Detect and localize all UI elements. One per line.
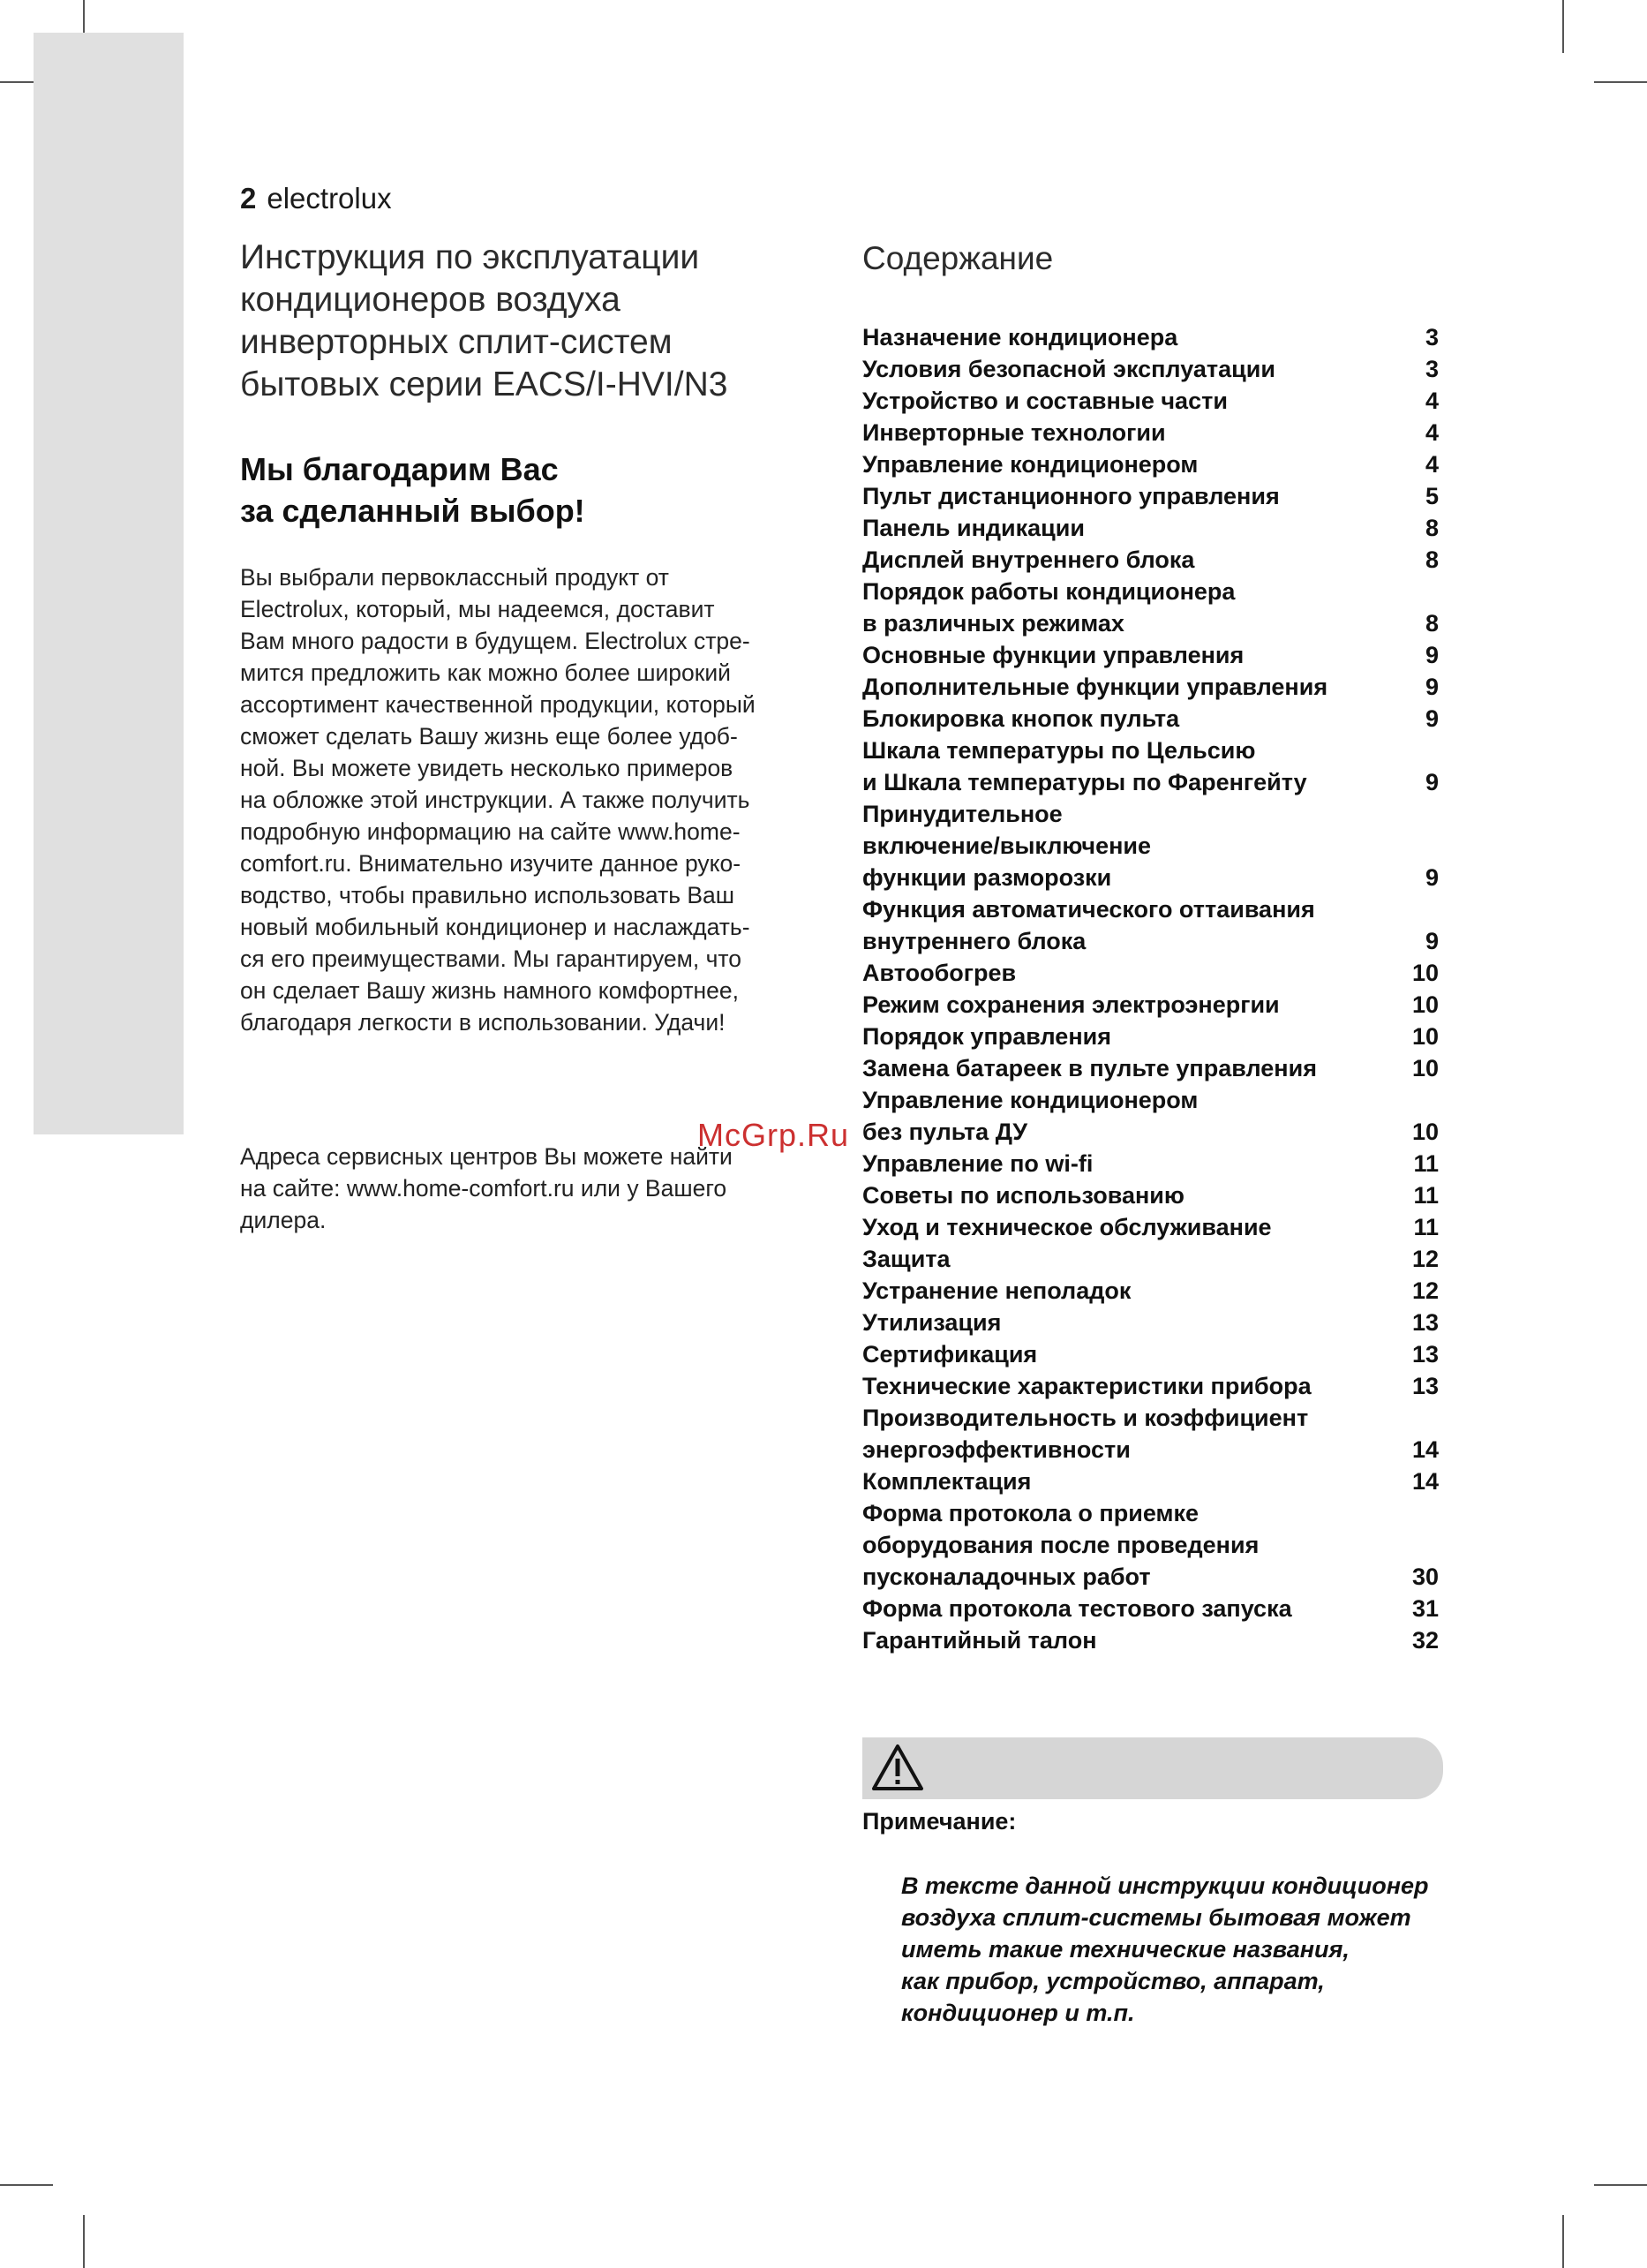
paragraph-line: ся его преимуществами. Мы гарантируем, что [240,946,741,972]
toc-entry-page: 12 [1411,1277,1439,1304]
toc-entry-page: 13 [1411,1341,1439,1368]
toc-entry-line: Дисплей внутреннего блока [862,546,1195,573]
toc-entry[interactable] [862,576,1439,639]
crop-mark [83,2215,85,2268]
toc-entry[interactable] [862,1402,1439,1466]
toc-entry[interactable] [862,1021,1439,1052]
paragraph-line: comfort.ru. Внимательно изучите данное руко- [240,850,741,877]
toc-entry-line: Защита [862,1246,951,1272]
paragraph-line: благодаря легкости в использовании. Удачи! [240,1009,726,1036]
toc-entry-title [862,703,1179,735]
toc-entry-page: 3 [1425,324,1439,350]
toc-entry-title [862,448,1198,480]
toc-entry-line: Форма протокола тестового запуска [862,1595,1292,1622]
page-header [240,182,392,215]
toc-entry[interactable] [862,512,1439,544]
toc-entry-page: 9 [1425,928,1439,954]
title-line: инверторных сплит-систем [240,323,673,361]
toc-entry-line: без пульта ДУ [862,1119,1028,1145]
heading-line: Мы благодарим Вас [240,451,559,487]
toc-entry[interactable] [862,989,1439,1021]
toc-entry-page: 8 [1425,610,1439,637]
toc-entry-title [862,353,1275,385]
toc-entry-line: Инверторные технологии [862,419,1166,446]
toc-entry-title [862,1275,1131,1307]
brand-name: electrolux [267,182,392,215]
toc-entry-page: 13 [1411,1373,1439,1399]
toc-title: Содержание [862,240,1054,276]
toc-entry-title [862,1307,1001,1338]
toc-entry-line: Управление кондиционером [862,1087,1199,1113]
paragraph-line: Адреса сервисных центров Вы можете найти [240,1143,733,1170]
toc-entry-page: 10 [1411,1119,1439,1145]
toc-entry-title [862,671,1327,703]
toc-entry[interactable] [862,480,1439,512]
toc-entry-line: Условия безопасной эксплуатации [862,356,1275,382]
toc-entry-title [862,1179,1184,1211]
toc-entry-line: Управление кондиционером [862,451,1199,478]
paragraph-line: ной. Вы можете увидеть несколько примеров [240,755,733,781]
document-title [240,237,823,406]
toc-entry-page: 4 [1425,419,1439,446]
toc-entry-line: Уход и техническое обслуживание [862,1214,1272,1240]
toc-entry-page: 11 [1413,1150,1439,1177]
toc-entry[interactable] [862,448,1439,480]
toc-entry[interactable] [862,1307,1439,1338]
toc-entry-page: 32 [1411,1627,1439,1654]
toc-entry-title [862,1593,1292,1624]
toc-entry-title [862,1402,1308,1466]
toc-entry-title [862,1370,1312,1402]
toc-entry[interactable] [862,703,1439,735]
paragraph-line: он сделает Вашу жизнь намного комфортнее, [240,977,739,1004]
toc-entry-line: Панель индикации [862,515,1085,541]
toc-entry-page: 10 [1411,960,1439,986]
toc-entry-page: 12 [1411,1246,1439,1272]
toc-entry-page: 9 [1425,705,1439,732]
note-label: Примечание: [862,1808,1017,1835]
watermark: McGrp.Ru [697,1117,850,1153]
toc-entry-line: Гарантийный талон [862,1627,1097,1654]
paragraph-line: подробную информацию на сайте www.home- [240,818,741,845]
paragraph-line: Electrolux, который, мы надеемся, доставит [240,596,715,622]
toc-entry[interactable] [862,1338,1439,1370]
toc-entry-title [862,798,1151,893]
paragraph-line: ассортимент качественной продукции, который [240,691,756,718]
paragraph-line: сможет сделать Вашу жизнь еще более удоб- [240,723,738,750]
toc-entry[interactable] [862,1370,1439,1402]
toc-entry-line: Замена батареек в пульте управления [862,1055,1317,1081]
toc-entry[interactable] [862,1148,1439,1179]
toc-entry-title [862,1624,1097,1656]
toc-entry-page: 9 [1425,674,1439,700]
toc-entry-title [862,1084,1198,1148]
toc-entry-title [862,1497,1259,1593]
toc-entry-title [862,893,1315,957]
intro-paragraph [240,561,823,1038]
toc-entry-line: функции разморозки [862,864,1112,891]
toc-entry-line: Функция автоматического оттаивания [862,896,1315,923]
toc-entry-line: Назначение кондиционера [862,324,1178,350]
toc-entry-line: Порядок работы кондиционера [862,578,1236,605]
paragraph-line: дилера. [240,1207,327,1233]
toc-entry-page: 10 [1411,991,1439,1018]
toc-entry-title [862,957,1016,989]
toc-entry-page: 5 [1425,483,1439,509]
crop-mark [1594,81,1647,83]
toc-entry-line: Автообогрев [862,960,1017,986]
toc-entry-line: Блокировка кнопок пульта [862,705,1180,732]
toc-entry[interactable] [862,1275,1439,1307]
toc-entry-line: Форма протокола о приемке [862,1500,1199,1526]
toc-entry[interactable] [862,893,1439,957]
note-line: воздуха сплит-системы бытовая может [901,1904,1411,1931]
toc-entry-line: оборудования после проведения [862,1532,1260,1558]
toc-entry-page: 4 [1425,388,1439,414]
toc-entry-line: внутреннего блока [862,928,1087,954]
toc-entry-page: 10 [1411,1055,1439,1081]
toc-entry-line: в различных режимах [862,610,1124,637]
toc-entry-title [862,1338,1037,1370]
toc-entry-title [862,1211,1272,1243]
toc-entry[interactable] [862,321,1439,353]
toc-entry-title [862,321,1177,353]
toc-entry-title [862,385,1228,417]
toc-entry-page: 8 [1425,546,1439,573]
toc-entry-line: Устройство и составные части [862,388,1228,414]
toc-entry-title [862,735,1307,798]
note-text [901,1870,1429,2029]
toc-entry-page: 4 [1425,451,1439,478]
toc-entry-line: Советы по использованию [862,1182,1184,1209]
paragraph-line: на обложке этой инструкции. А также получить [240,787,750,813]
toc-entry-title [862,989,1280,1021]
toc-entry-title [862,576,1235,639]
toc-entry-line: Принудительное [862,801,1063,827]
toc-entry[interactable] [862,639,1439,671]
title-line: кондиционеров воздуха [240,281,620,319]
paragraph-line: водство, чтобы правильно использовать Ваш [240,882,735,908]
toc-entry-line: Дополнительные функции управления [862,674,1328,700]
toc-entry-page: 8 [1425,515,1439,541]
toc-entry-line: Порядок управления [862,1023,1111,1050]
toc-entry-line: Основные функции управления [862,642,1245,668]
paragraph-line: Вы выбрали первоклассный продукт от [240,564,669,591]
toc-entry-page: 11 [1413,1214,1439,1240]
toc-entry-title [862,1466,1031,1497]
toc-entry-title [862,480,1280,512]
crop-mark [1562,2215,1564,2268]
toc-entry-line: Устранение неполадок [862,1277,1132,1304]
toc-entry-page: 14 [1411,1468,1439,1495]
toc-entry-title [862,544,1194,576]
toc-entry-title [862,512,1085,544]
toc-entry[interactable] [862,1243,1439,1275]
toc-entry-line: пусконаладочных работ [862,1563,1151,1590]
toc-entry-line: Комплектация [862,1468,1032,1495]
title-line: бытовых серии EACS/I-HVI/N3 [240,365,728,403]
title-line: Инструкция по эксплуатации [240,238,700,276]
note-bar [862,1737,1443,1799]
note-line: как прибор, устройство, аппарат, [901,1968,1325,1994]
toc-entry-page: 30 [1411,1563,1439,1590]
toc-entry-line: Сертификация [862,1341,1038,1368]
toc-entry-page: 13 [1411,1309,1439,1336]
toc-entry-line: Утилизация [862,1309,1002,1336]
toc-entry-line: Технические характеристики прибора [862,1373,1312,1399]
crop-mark [1562,0,1564,53]
toc-entry[interactable] [862,957,1439,989]
toc-entry-page: 11 [1413,1182,1439,1209]
toc-entry[interactable] [862,1211,1439,1243]
paragraph-line: мится предложить как можно более широкий [240,659,731,686]
toc-entry[interactable] [862,353,1439,385]
toc-entry[interactable] [862,798,1439,893]
warning-triangle-icon [871,1743,924,1792]
toc-entry[interactable] [862,1179,1439,1211]
toc-entry-line: Режим сохранения электроэнергии [862,991,1280,1018]
toc-entry-page: 31 [1411,1595,1439,1622]
toc-entry-page: 9 [1425,642,1439,668]
service-centers-text [240,1141,823,1236]
paragraph-line: новый мобильный кондиционер и наслаждать- [240,914,750,940]
toc-entry-title [862,1021,1111,1052]
toc-entry-line: и Шкала температуры по Фаренгейту [862,769,1307,795]
toc-entry-title [862,639,1244,671]
toc-entry[interactable] [862,1466,1439,1497]
toc-entry-title [862,1148,1093,1179]
crop-mark [1594,2184,1647,2186]
toc-entry-line: энергоэффективности [862,1436,1131,1463]
toc-entry[interactable] [862,385,1439,417]
paragraph-line: на сайте: www.home-comfort.ru или у Вашего [240,1175,727,1202]
toc-entry[interactable] [862,1497,1439,1593]
toc-entry-page: 9 [1425,769,1439,795]
page-number: 2 [240,182,257,215]
toc-entry-page: 10 [1411,1023,1439,1050]
toc-entry-title [862,1243,951,1275]
toc-entry-line: Производительность и коэффициент [862,1405,1309,1431]
paragraph-line: Вам много радости в будущем. Electrolux стре- [240,628,750,654]
toc-entry-title [862,417,1166,448]
toc-entry-line: включение/выключение [862,833,1152,859]
toc-entry[interactable] [862,544,1439,576]
crop-mark [0,2184,53,2186]
toc-entry-title [862,1052,1317,1084]
note-line: иметь такие технические названия, [901,1936,1350,1963]
note-line: В тексте данной инструкции кондиционер [901,1872,1429,1899]
toc-entry[interactable] [862,1052,1439,1084]
toc-entry[interactable] [862,1624,1439,1656]
side-tab-bar [34,33,184,1134]
heading-line: за сделанный выбор! [240,493,585,529]
toc-entry-page: 3 [1425,356,1439,382]
toc-entry[interactable] [862,417,1439,448]
toc-entry-line: Пульт дистанционного управления [862,483,1280,509]
toc-entry[interactable] [862,1084,1439,1148]
toc-entry-page: 14 [1411,1436,1439,1463]
table-of-contents [862,321,1439,1656]
toc-entry[interactable] [862,671,1439,703]
toc-entry-line: Шкала температуры по Цельсию [862,737,1256,764]
toc-entry-page: 9 [1425,864,1439,891]
toc-entry-line: Управление по wi-fi [862,1150,1094,1177]
toc-entry[interactable] [862,1593,1439,1624]
thanks-heading [240,448,823,531]
toc-entry[interactable] [862,735,1439,798]
note-line: кондиционер и т.п. [901,2000,1135,2026]
